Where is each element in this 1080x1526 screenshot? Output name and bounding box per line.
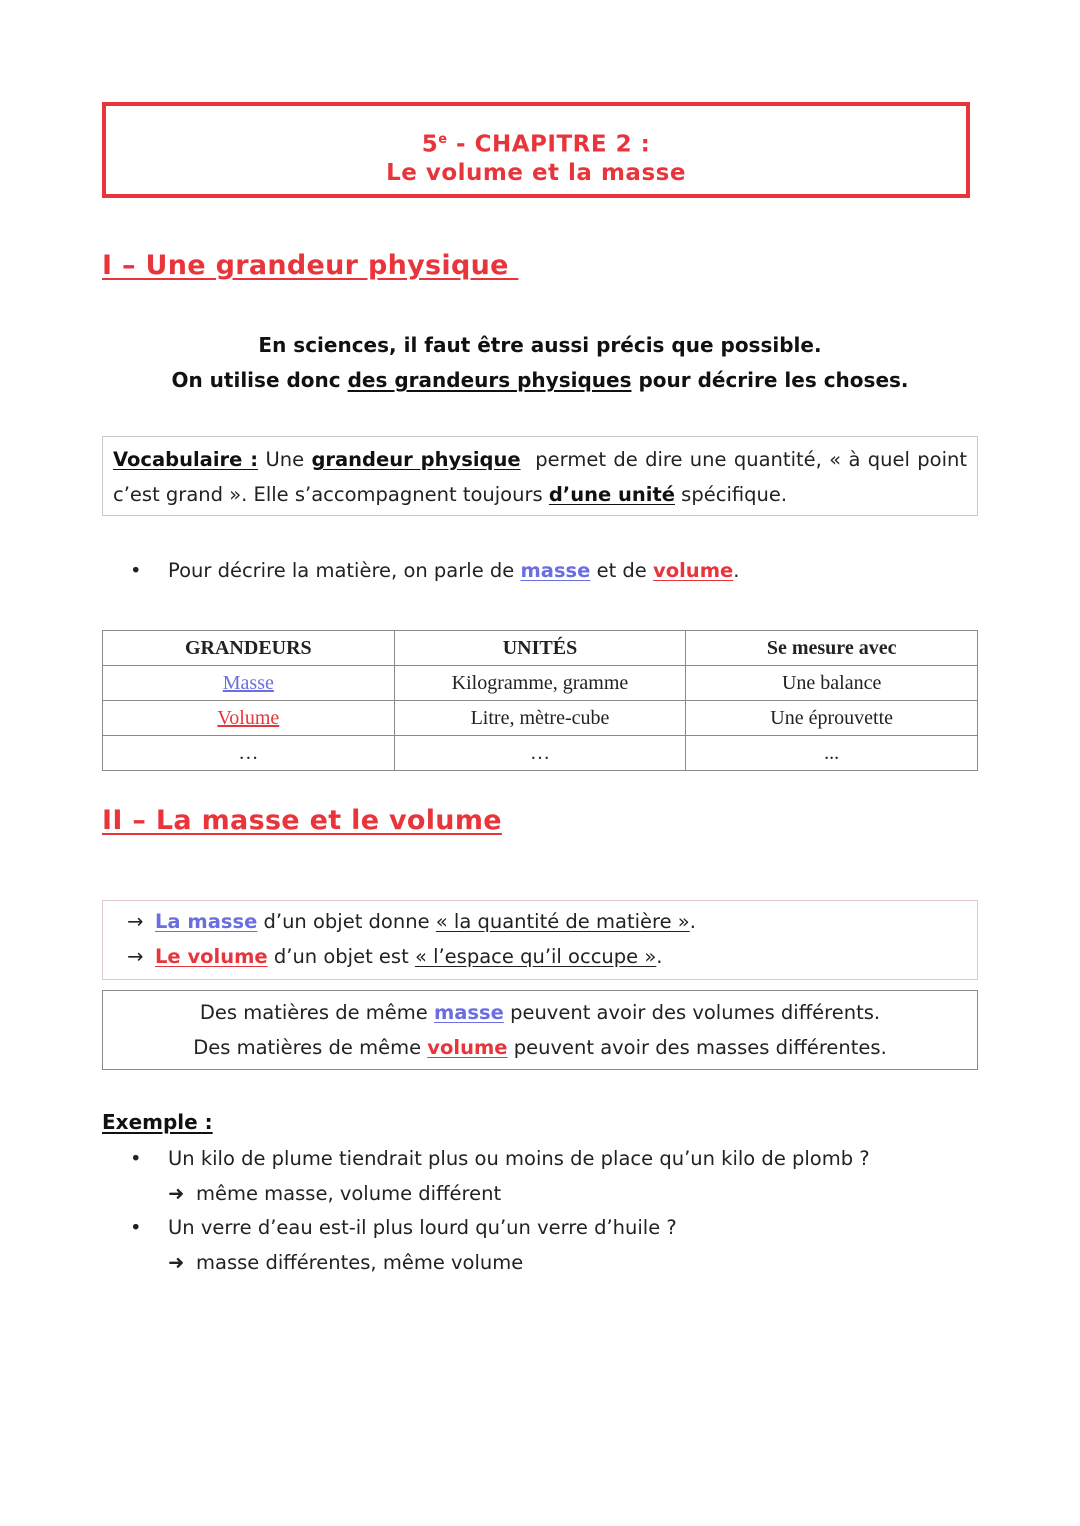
intro-grandeurs-term: des grandeurs physiques [347, 368, 632, 392]
answer-text: masse différentes, même volume [196, 1251, 524, 1274]
question-text: Un verre d’eau est-il plus lourd qu’un verre d’huile ? [168, 1216, 677, 1239]
vocab-text: Une [258, 448, 312, 471]
definitions-box [102, 900, 978, 980]
vocabulary-label: Vocabulaire : [113, 448, 259, 471]
definition-masse [127, 904, 977, 939]
matter-bullet [130, 559, 739, 582]
bullet-text: . [733, 559, 740, 582]
masse-term: La masse [155, 910, 258, 933]
section-2-heading: II – La masse et le volume [102, 805, 502, 836]
table-cell: Kilogramme, gramme [394, 666, 686, 701]
table-header-row [103, 631, 978, 666]
table-cell: Litre, mètre-cube [394, 701, 686, 736]
box-text: peuvent avoir des masses différentes. [507, 1036, 887, 1059]
vocab-term-unite: d’une unité [548, 483, 675, 506]
grade-number: 5 [421, 131, 439, 158]
vocab-text: permet de dire une quantité, « à quel point c’est grand ». Elle s’accompagnent toujours [113, 448, 974, 506]
answer-text: même masse, volume différent [196, 1182, 502, 1205]
section-1-heading: I – Une grandeur physique [102, 250, 519, 281]
volume-term: Le volume [155, 945, 268, 968]
example-question-1 [130, 1147, 870, 1170]
definition-text: . [656, 945, 663, 968]
definition-text: d’un objet est [267, 945, 415, 968]
bullet-icon: • [130, 559, 142, 582]
same-volume-line [103, 1030, 977, 1065]
bullet-text: Pour décrire la matière, on parle de [168, 559, 521, 582]
same-mass-line [103, 995, 977, 1030]
definition-text: . [689, 910, 696, 933]
definition-text: d’un objet donne [257, 910, 436, 933]
table-row [103, 666, 978, 701]
definition-quote: « l’espace qu’il occupe » [414, 945, 657, 968]
box-text: Des matières de même [199, 1001, 434, 1024]
bullet-text: et de [590, 559, 654, 582]
table-cell: … [394, 736, 686, 771]
volume-cell-term: Volume [217, 706, 280, 729]
bullet-icon: • [130, 1216, 142, 1239]
masse-term: masse [433, 1001, 504, 1024]
chapter-subtitle: Le volume et la masse [386, 159, 686, 186]
masse-term: masse [520, 559, 591, 582]
box-text: peuvent avoir des volumes différents. [503, 1001, 881, 1024]
grade-superscript: e [438, 132, 448, 147]
table-cell [103, 701, 395, 736]
volume-term: volume [427, 1036, 508, 1059]
bullet-icon: • [130, 1147, 142, 1170]
example-answer-2 [168, 1251, 523, 1274]
box-text: Des matières de même [193, 1036, 428, 1059]
table-header: Se mesure avec [686, 631, 978, 666]
example-answer-1 [168, 1182, 501, 1205]
example-heading: Exemple : [102, 1110, 213, 1134]
example-question-2 [130, 1216, 677, 1239]
arrow-right-icon: → [127, 945, 144, 968]
table-row [103, 736, 978, 771]
intro-text-end: pour décrire les choses. [631, 368, 909, 392]
masse-cell-term: Masse [222, 671, 274, 694]
table-header: GRANDEURS [103, 631, 395, 666]
intro-paragraph [102, 328, 978, 398]
table-cell: Une éprouvette [686, 701, 978, 736]
chapter-label: - CHAPITRE 2 : [447, 131, 651, 158]
arrow-right-icon: ➜ [168, 1182, 185, 1205]
table-cell: Une balance [686, 666, 978, 701]
table-cell: … [103, 736, 395, 771]
definition-volume [127, 939, 977, 974]
intro-text: On utilise donc [171, 368, 348, 392]
same-mass-volume-box [102, 990, 978, 1070]
volume-term: volume [653, 559, 734, 582]
arrow-right-icon: → [127, 910, 144, 933]
table-row [103, 701, 978, 736]
arrow-right-icon: ➜ [168, 1251, 185, 1274]
question-text: Un kilo de plume tiendrait plus ou moins de place qu’un kilo de plomb ? [168, 1147, 870, 1170]
table-cell: ... [686, 736, 978, 771]
vocab-text: spécifique. [674, 483, 788, 506]
table-cell [103, 666, 395, 701]
vocabulary-box [102, 436, 978, 516]
chapter-title [106, 126, 966, 159]
vocab-term-grandeur: grandeur physique [311, 448, 521, 471]
intro-line-1: En sciences, il faut être aussi précis que possible. [258, 333, 822, 357]
chapter-title-box [102, 102, 970, 198]
table-header: UNITÉS [394, 631, 686, 666]
grandeurs-table [102, 630, 978, 771]
definition-quote: « la quantité de matière » [435, 910, 690, 933]
intro-line-2 [102, 363, 978, 398]
